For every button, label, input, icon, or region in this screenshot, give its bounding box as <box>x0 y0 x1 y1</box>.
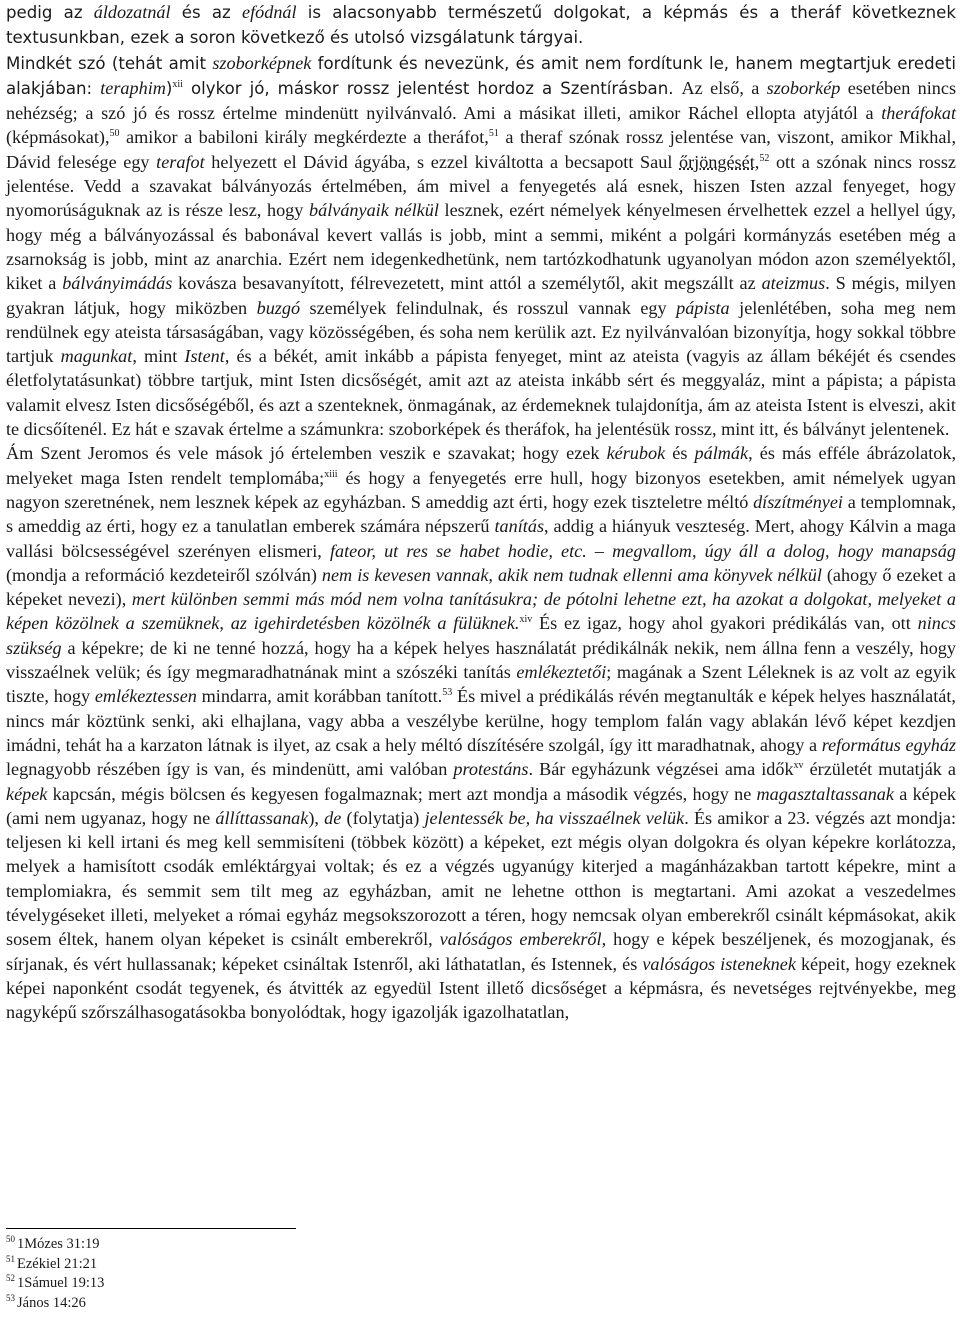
text-segment: mindarra, amit korábban tanított. <box>196 686 443 707</box>
text-segment: Ami a másikat illeti, amikor Ráchel ellopta atyjától a <box>463 103 882 124</box>
paragraph <box>6 0 956 51</box>
text-segment: helyezett el Dávid ágyába, s ezzel kiváltotta a becsapott Saul <box>204 151 679 172</box>
text-segment: buzgó <box>256 297 301 318</box>
text-segment: is alacsonyabb természetű dolgokat, a képmás és a theráf következnek textusunkban, ezek a soron következő és utolsó vizsgálatunk tárgyai. <box>6 3 956 48</box>
text-segment: , <box>754 151 760 172</box>
text-segment: őrjöngését <box>679 151 755 172</box>
text-segment: megvallom, úgy áll a dolog, hogy manapság <box>612 540 956 561</box>
text-segment: pálmák <box>694 443 749 464</box>
text-segment: kovásza besavanyított, félrevezetett, mint attól a személytől, akit megszállt az <box>172 273 762 294</box>
text-segment: szoborkép <box>766 77 841 98</box>
text-segment: a képekre; de ki ne tenné hozzá, hogy ha a képek helyes használatát prédikálnák nekik, nem állna fenn a veszély, hogy visszaélnek velük; és így megmaradhatnának mint a szószéki tanítás <box>6 637 956 683</box>
text-segment: ateizmus <box>761 273 826 294</box>
footnote-divider <box>6 1228 296 1229</box>
footnote-text: Ezékiel 21:21 <box>17 1255 98 1272</box>
footnote-text: 1Sámuel 19:13 <box>17 1275 105 1292</box>
text-segment: ) <box>165 78 173 98</box>
text-segment: valóságos emberekről <box>439 929 602 950</box>
text-segment: amikor a babiloni király megkérdezte a theráfot, <box>119 127 489 148</box>
text-segment: Az első, a <box>681 77 767 98</box>
note-reference: 50 <box>109 128 120 140</box>
footnote <box>6 1235 406 1255</box>
footnote-number: 53 <box>6 1292 15 1303</box>
text-segment: (képmásokat), <box>6 127 110 148</box>
footnote <box>6 1294 406 1314</box>
text-segment: teraphim <box>100 77 166 98</box>
text-segment: . És amikor a 23. végzés azt mondja: teljesen ki kell irtani és meg kell semmisíteni (többek között) a képeket, ezt mégis olyan dolgokra és olyan képekre korlátozza, melyek a hamisított csodák emléktárgyai voltak; és ez a végzés ugyanúgy kiterjed a magánházakban tartott képekre, mint a templomiakra, és semmit sem tilt meg az egyházban, amit ne lehetne otthon is megtartani. Ami azokat a veszedelmes tévelygéseket illeti, melyeket a római egyház megsokszorozott a téren, hogy nemcsak olyan emberekről csinált képmásokat, akik sosem éltek, hanem olyan képeket is csinált emberekről, <box>6 807 957 950</box>
text-segment: Mindkét szó (tehát amit <box>6 53 213 73</box>
text-segment: És mivel a prédikálás révén megtanulták e képek helyes használatát, nincs már köztünk senki, aki elhajlana, vagy abba a veszélybe kerülne, hogy templom falán vagy ablakán lévő képet kezdjen imádni, tehát ha a karzaton látnak is ilyet, az csak a hely méltó díszítésére szolgál, így itt maradhatnak, ahogy a <box>6 686 956 755</box>
footnote-number: 50 <box>6 1234 15 1245</box>
text-segment: és az <box>170 3 243 22</box>
footnote <box>6 1274 406 1294</box>
body-text <box>6 0 956 1024</box>
note-reference: xiv <box>519 614 533 626</box>
text-segment: lesznek, ezért némelyek kényelmesen érvelhettek ezzel a hellyel úgy, hogy még a bálványozással és babonával kevert vallás is jobb, mint a semmi, miként a polgári kormányzás esetében még a zsarnokság is jobb, mint az anarchia. Ezért nem idegenkedhetünk, nem tartózkodhatunk ugyanolyan módon azon személyektől, kiket a <box>6 200 956 294</box>
text-segment: protestáns <box>453 759 529 780</box>
note-reference: 52 <box>759 152 770 164</box>
text-segment: a theraf szónak rossz jelentése van, viszont, amikor Mikhal, Dávid felesége egy <box>6 127 956 172</box>
paragraph <box>6 51 956 442</box>
text-segment: olykor jó, máskor rossz jelentést hordoz a Szentírásban. <box>182 78 682 98</box>
text-segment: magunkat <box>60 346 133 367</box>
text-segment: , addig a hiányuk veszteség. Mert, ahogy Kálvin a maga vallási bölcsességével szerényen elismeri, <box>6 516 956 561</box>
text-segment: bálványimádás <box>62 273 173 294</box>
note-reference: xiii <box>324 468 338 480</box>
footnote-number: 51 <box>6 1253 15 1264</box>
text-segment: efódnál <box>242 2 297 22</box>
text-segment: . Bár egyházunk végzései ama idők <box>528 759 794 780</box>
text-segment: nem is kevesen vannak, akik nem tudnak ellenni ama könyvek nélkül <box>321 564 822 585</box>
text-segment: ; magának a Szent Léleknek is az volt az egyik tiszte, hogy <box>6 662 956 707</box>
footnote-text: János 14:26 <box>17 1294 86 1311</box>
text-segment: díszítményei <box>753 491 843 512</box>
text-segment: , és más efféle ábrázolatok, melyeket maga Isten rendelt templomába; <box>6 443 956 488</box>
text-segment: ott a szónak nincs rossz jelentése. Vedd a szavakat bálványozás értelmében, ám mivel a fenyegetés alá esnek, hiszen Isten azzal fenyeget, hogy nyomorúságuknak az is része lesz, hogy <box>6 151 956 221</box>
text-segment: – <box>586 540 613 561</box>
text-segment: Ám Szent Jeromos és vele mások jó értelemben veszik e szavakat; hogy ezek <box>6 443 607 464</box>
text-segment: fateor, ut res se habet hodie, etc. <box>329 540 587 561</box>
text-segment: képeit, hogy ezeknek képei naponként csodát tegyenek, és átvitték az egyedül Istent illető dicsőséget a képmásra, és nevetséges rejtvényekbe, meg nagyképű szőrszálhasogatásokba bonyolódtak, hogy igazolják igazolhatatlan, <box>6 953 956 1023</box>
text-segment: , mint <box>132 346 185 367</box>
text-segment: fordítunk és nevezünk, és amit nem fordítunk le, hanem megtartjuk eredeti alakjában: <box>6 53 956 98</box>
text-segment: és hogy a fenyegetés erre hull, hogy bizonyos esetekben, amit némelyek ugyan nagyon szeretnének, nem lesznek képek az egyházban. S ameddig azt érti, hogy ezek tiszteletre méltó <box>6 467 956 512</box>
text-segment: állíttassanak <box>215 807 309 828</box>
text-segment: jelentessék be, ha visszaélnek velük <box>424 807 685 828</box>
text-segment: (folytatja) <box>341 807 425 828</box>
text-segment: pápista <box>676 297 730 318</box>
text-segment: képek <box>6 783 48 804</box>
text-segment: szoborképnek <box>212 52 312 73</box>
text-segment: bálványaik nélkül <box>309 200 439 221</box>
text-segment: a templomnak, s ameddig az érti, hogy ez a tanulatlan emberek számára népszerű <box>6 491 956 537</box>
text-segment: (mondja a reformáció kezdeteiről szólván) <box>6 564 322 585</box>
text-segment: , hogy e képek beszéljenek, és mozogjanak, és sírjanak, és vért hullassanak; képeket csináltak Istenről, aki láthatatlan, és Istennek, és <box>6 929 957 974</box>
text-segment: terafot <box>156 151 205 172</box>
text-segment: valóságos isteneknek <box>642 953 796 974</box>
paragraph <box>6 441 956 1024</box>
text-segment: kapcsán, mégis bölcsen és kegyesen fogalmaznak; mert azt mondja a második végzés, hogy ne <box>47 783 757 804</box>
text-segment: legnagyobb részében így is van, és mindenütt, ami valóban <box>6 759 454 780</box>
text-segment: tanítás <box>494 516 545 537</box>
note-reference: xii <box>172 78 183 90</box>
footnote-text: 1Mózes 31:19 <box>17 1236 100 1252</box>
text-segment: (ahogy ő ezeket a képeket nevezi), <box>6 564 957 610</box>
text-segment: és <box>665 443 695 464</box>
text-segment: ), <box>308 807 325 828</box>
text-segment: személyek felindulnak, és rosszul vannak egy <box>300 297 677 318</box>
text-segment: theráfokat <box>881 103 957 124</box>
text-segment: jelenlétében, soha meg nem rendülnek egy ateista társaságában, vagy közösségében, és soha nem kerülik azt. Ez nyilvánvalóan bizonyítja, hogy sokkal többre tartjuk <box>6 297 956 367</box>
text-segment: És ez igaz, hogy ahol gyakori prédikálás van, ott <box>532 613 918 634</box>
text-segment: magasztaltassanak <box>756 783 894 804</box>
text-segment: nincs szükség <box>6 613 956 658</box>
note-reference: xv <box>793 760 804 772</box>
text-segment: református egyház <box>821 734 956 755</box>
footnote-number: 52 <box>6 1273 15 1284</box>
text-segment: esetében nincs nehézség; a szó jó és rossz értelme mindenütt nyilvánvaló. <box>6 77 957 124</box>
footnotes <box>6 1228 406 1313</box>
text-segment: de <box>324 807 342 828</box>
text-segment: . S mégis, milyen gyakran látjuk, hogy miközben <box>6 273 956 318</box>
text-segment: Istent <box>184 346 225 367</box>
text-segment: emlékeztetői <box>516 662 607 683</box>
note-reference: 51 <box>488 128 499 140</box>
text-segment: kérubok <box>606 443 666 464</box>
text-segment: áldozatnál <box>93 2 171 22</box>
text-segment: emlékeztessen <box>94 686 197 707</box>
text-segment: , és a békét, amit inkább a pápista fenyeget, mint az ateista (vagyis az állam békéjét és csendes életfolytatásunkat) többre tartjuk, mint Isten dicsőségét, amit azt az ateista inkább sért és meggyaláz, mint a pápista; a pápista valamit elvesz Isten dicsőségéből, és azt a szenteknek, önmagának, az érdemeknek tulajdonítja, ám az ateista Istent is elveszi, akit te dicsőítenél. Ez hát e szavak értelme a számunkra: szoborképek és theráfok, ha jelentésük rossz, mint itt, és bálványt jelentenek. <box>6 346 956 440</box>
note-reference: 53 <box>442 687 453 699</box>
text-segment: érzületét mutatják a <box>803 759 956 780</box>
footnote <box>6 1255 406 1275</box>
text-segment: mert különben semmi más mód nem volna tanításukra; de pótolni lehetne ezt, ha azokat a dolgokat, melyeket a képen közölnek a szemüknek, az igehirdetésben közölnék a fülüknek. <box>6 589 956 634</box>
text-segment: pedig az <box>6 3 94 22</box>
text-segment: a képek (ami nem ugyanaz, hogy ne <box>6 783 956 828</box>
